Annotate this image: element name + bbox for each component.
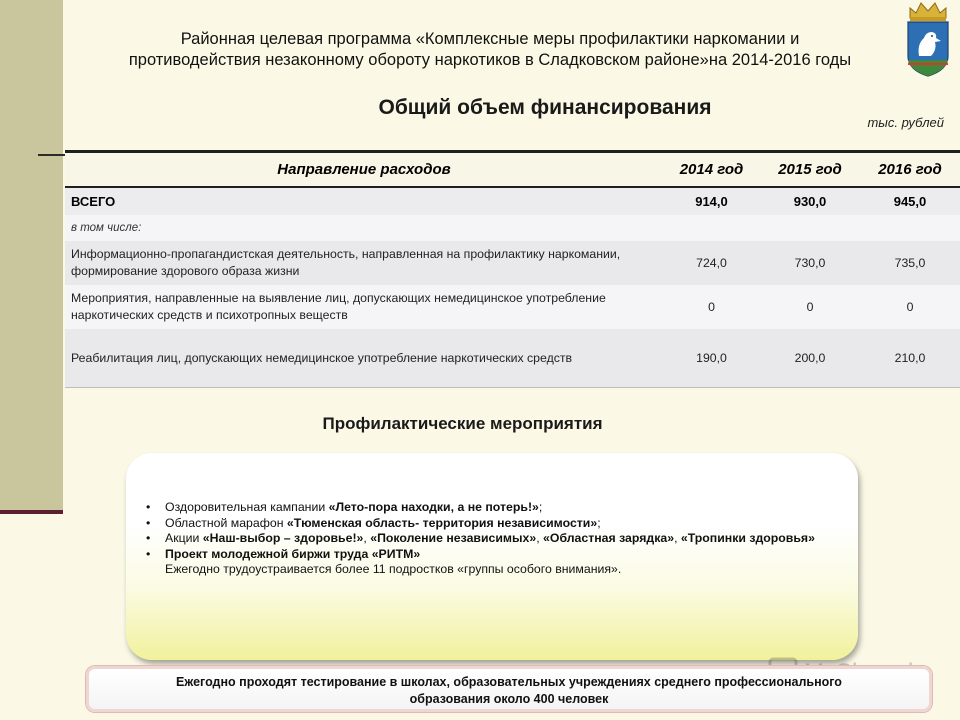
table-row-total — [65, 187, 960, 215]
item-text: Оздоровительная кампании — [165, 500, 329, 514]
total-2015: 930,0 — [760, 187, 860, 215]
table-row — [65, 329, 960, 388]
item-bold-text: «Лето-пора находки, а не потерь!» — [328, 500, 539, 514]
column-header-2015: 2015 год — [760, 152, 860, 188]
item-text: , — [674, 531, 681, 545]
left-decor-rule — [38, 154, 65, 156]
row-value-2014: 0 — [663, 285, 760, 329]
list-item — [143, 500, 839, 516]
item-text: Областной марафон — [165, 515, 287, 530]
item-bold-text: «Тропинки здоровья» — [680, 531, 815, 545]
prevention-activities-box — [126, 453, 858, 660]
item-text: ; — [597, 515, 601, 530]
testing-footer-banner — [86, 666, 932, 712]
left-decor-band — [0, 0, 63, 510]
column-header-direction: Направление расходов — [65, 152, 663, 188]
item-bold-text: «Поколение независимых» — [370, 531, 537, 545]
table-row — [65, 285, 960, 329]
item-text: , — [363, 531, 371, 545]
list-item — [143, 516, 839, 532]
row-value-2016: 0 — [860, 285, 960, 329]
table-row — [65, 241, 960, 285]
item-bold-text: «Областная зарядка» — [543, 531, 675, 545]
column-header-2014: 2014 год — [663, 152, 760, 188]
prevention-heading: Профилактические мероприятия — [322, 414, 603, 433]
total-2014: 914,0 — [663, 187, 760, 215]
program-title — [70, 29, 910, 71]
left-decor-bottom-rule — [0, 510, 63, 514]
row-label: Информационно-пропагандистская деятельность, направленная на профилактику наркомании, формирование здорового образа жизни — [65, 241, 663, 285]
coat-of-arms-icon — [904, 0, 952, 78]
row-value-2014: 724,0 — [663, 241, 760, 285]
bullet-icon: • — [146, 515, 151, 530]
total-2016: 945,0 — [860, 187, 960, 215]
bullet-icon: • — [146, 500, 151, 514]
table-header-row — [65, 152, 960, 188]
financing-table-container — [65, 150, 960, 388]
footer-line1: Ежегодно проходят тестирование в школах, образовательных учреждениях среднего профессионального — [176, 675, 842, 689]
row-value-2015: 730,0 — [760, 241, 860, 285]
row-label: Реабилитация лиц, допускающих немедицинское употребление наркотических средств — [65, 329, 663, 388]
list-item — [143, 531, 839, 547]
item-text: , — [536, 531, 544, 545]
units-label: тыс. рублей — [867, 115, 944, 130]
bullet-icon: • — [146, 531, 151, 545]
item-text: ; — [538, 500, 543, 514]
row-value-2014: 190,0 — [663, 329, 760, 388]
item-bold-text: «Тюменская область- территория независимости» — [286, 515, 598, 530]
program-title-line2: противодействия незаконному обороту наркотиков в Сладковском районе»на 2014-2016 годы — [128, 51, 852, 69]
financing-heading: Общий объем финансирования — [378, 96, 712, 119]
footer-line2: образования около 400 человек — [409, 692, 609, 706]
row-value-2015: 0 — [760, 285, 860, 329]
including-label: в том числе: — [65, 215, 960, 241]
table-row-including — [65, 215, 960, 241]
row-label: Мероприятия, направленные на выявление лиц, допускающих немедицинское употребление наркотических средств и психотропных веществ — [65, 285, 663, 329]
row-value-2015: 200,0 — [760, 329, 860, 388]
row-value-2016: 735,0 — [860, 241, 960, 285]
program-title-line1: Районная целевая программа «Комплексные меры профилактики наркомании и — [180, 30, 800, 48]
financing-table — [65, 150, 960, 388]
employment-note: Ежегодно трудоустраивается более 11 подростков «группы особого внимания». — [165, 562, 622, 576]
item-text: Акции — [165, 531, 203, 545]
bullet-icon: • — [146, 546, 151, 561]
prevention-list — [143, 500, 839, 578]
column-header-2016: 2016 год — [860, 152, 960, 188]
list-item — [143, 547, 839, 563]
row-value-2016: 210,0 — [860, 329, 960, 388]
item-bold-text: Проект молодежной биржи труда «РИТМ» — [165, 546, 421, 561]
item-bold-text: «Наш-выбор – здоровье!» — [202, 531, 364, 545]
total-label: ВСЕГО — [65, 187, 663, 215]
